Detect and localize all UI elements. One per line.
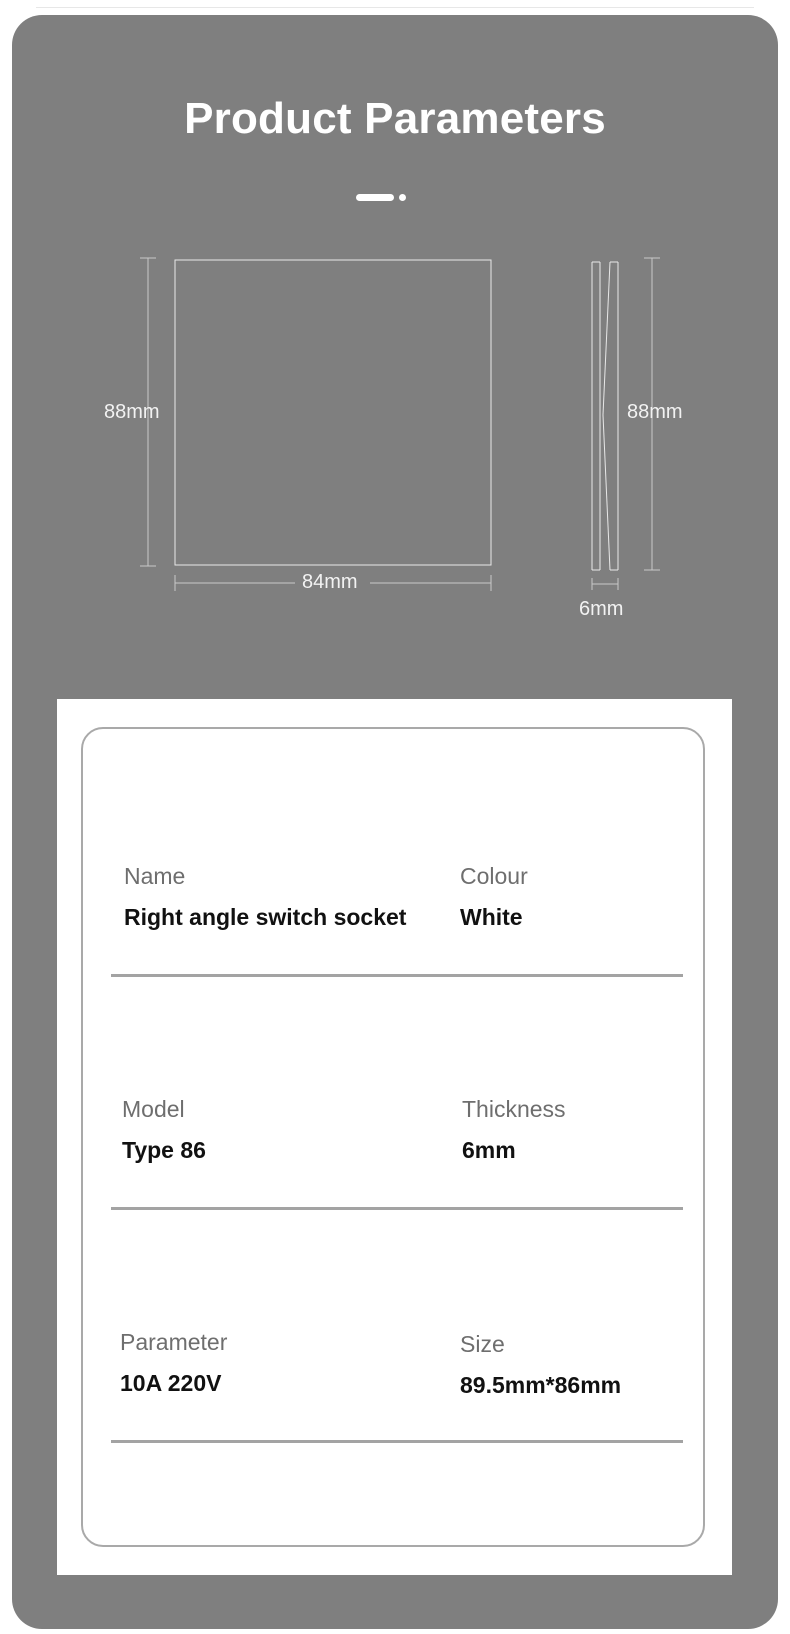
row-divider [111,1440,683,1443]
spec-value: Type 86 [122,1137,206,1163]
page-title: Product Parameters [184,94,606,143]
dimension-height-left: 88mm [104,401,160,423]
front-view-outline [175,260,491,565]
spec-label: Colour [460,863,528,889]
dimension-height-right: 88mm [627,401,683,423]
spec-value: Right angle switch socket [124,904,407,930]
spec-card-frame [81,727,705,1547]
dimension-diagram [0,0,790,640]
spec-size [460,1331,621,1399]
spec-parameter [120,1329,227,1397]
row-divider [111,1207,683,1210]
spec-label: Name [124,863,186,889]
spec-thickness [462,1096,566,1164]
row-divider [111,974,683,977]
side-view-outline [592,262,618,570]
dimension-thickness: 6mm [579,598,624,620]
dimension-width: 84mm [302,571,358,593]
spec-colour [460,863,528,931]
spec-label: Model [122,1096,185,1122]
spec-label: Thickness [462,1096,566,1122]
spec-value: White [460,904,523,930]
spec-label: Size [460,1331,505,1357]
spec-model [122,1096,206,1164]
spec-value: 10A 220V [120,1370,222,1396]
spec-value: 89.5mm*86mm [460,1372,622,1398]
spec-card [57,699,732,1575]
spec-name [124,863,406,931]
spec-value: 6mm [462,1137,516,1163]
spec-label: Parameter [120,1329,228,1355]
